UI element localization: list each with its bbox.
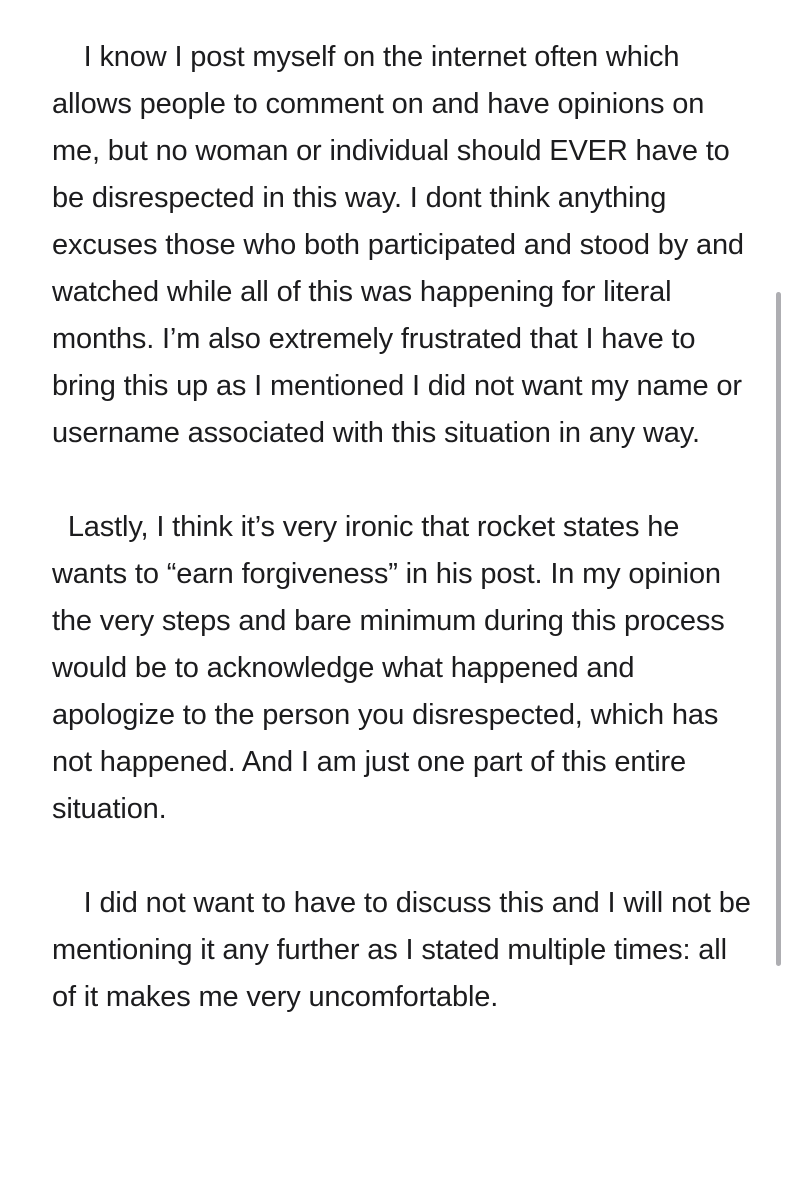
note-paragraph-1: I know I post myself on the internet often which allows people to comment on and have opinions on me, but no woman or individual should EVER have to be disrespected in this way. I dont think anything excuses those who both participated and stood by and watched while all of this was happening for literal months. I’m also extremely frustrated that I have to bring this up as I mentioned I did not want my name or username associated with this situation in any way. [52, 41, 752, 449]
note-body[interactable] [52, 34, 759, 1200]
note-paragraph-3: I did not want to have to discuss this and I will not be mentioning it any further as I stated multiple times: all of it makes me very uncomfortable. [52, 887, 759, 1013]
vertical-scrollbar[interactable] [776, 292, 781, 966]
note-paragraph-2: Lastly, I think it’s very ironic that rocket states he wants to “earn forgiveness” in his post. In my opinion the very steps and bare minimum during this process would be to acknowledge what happened and apologize to the person you disrespected, which has not happened. And I am just one part of this entire situation. [52, 511, 733, 825]
